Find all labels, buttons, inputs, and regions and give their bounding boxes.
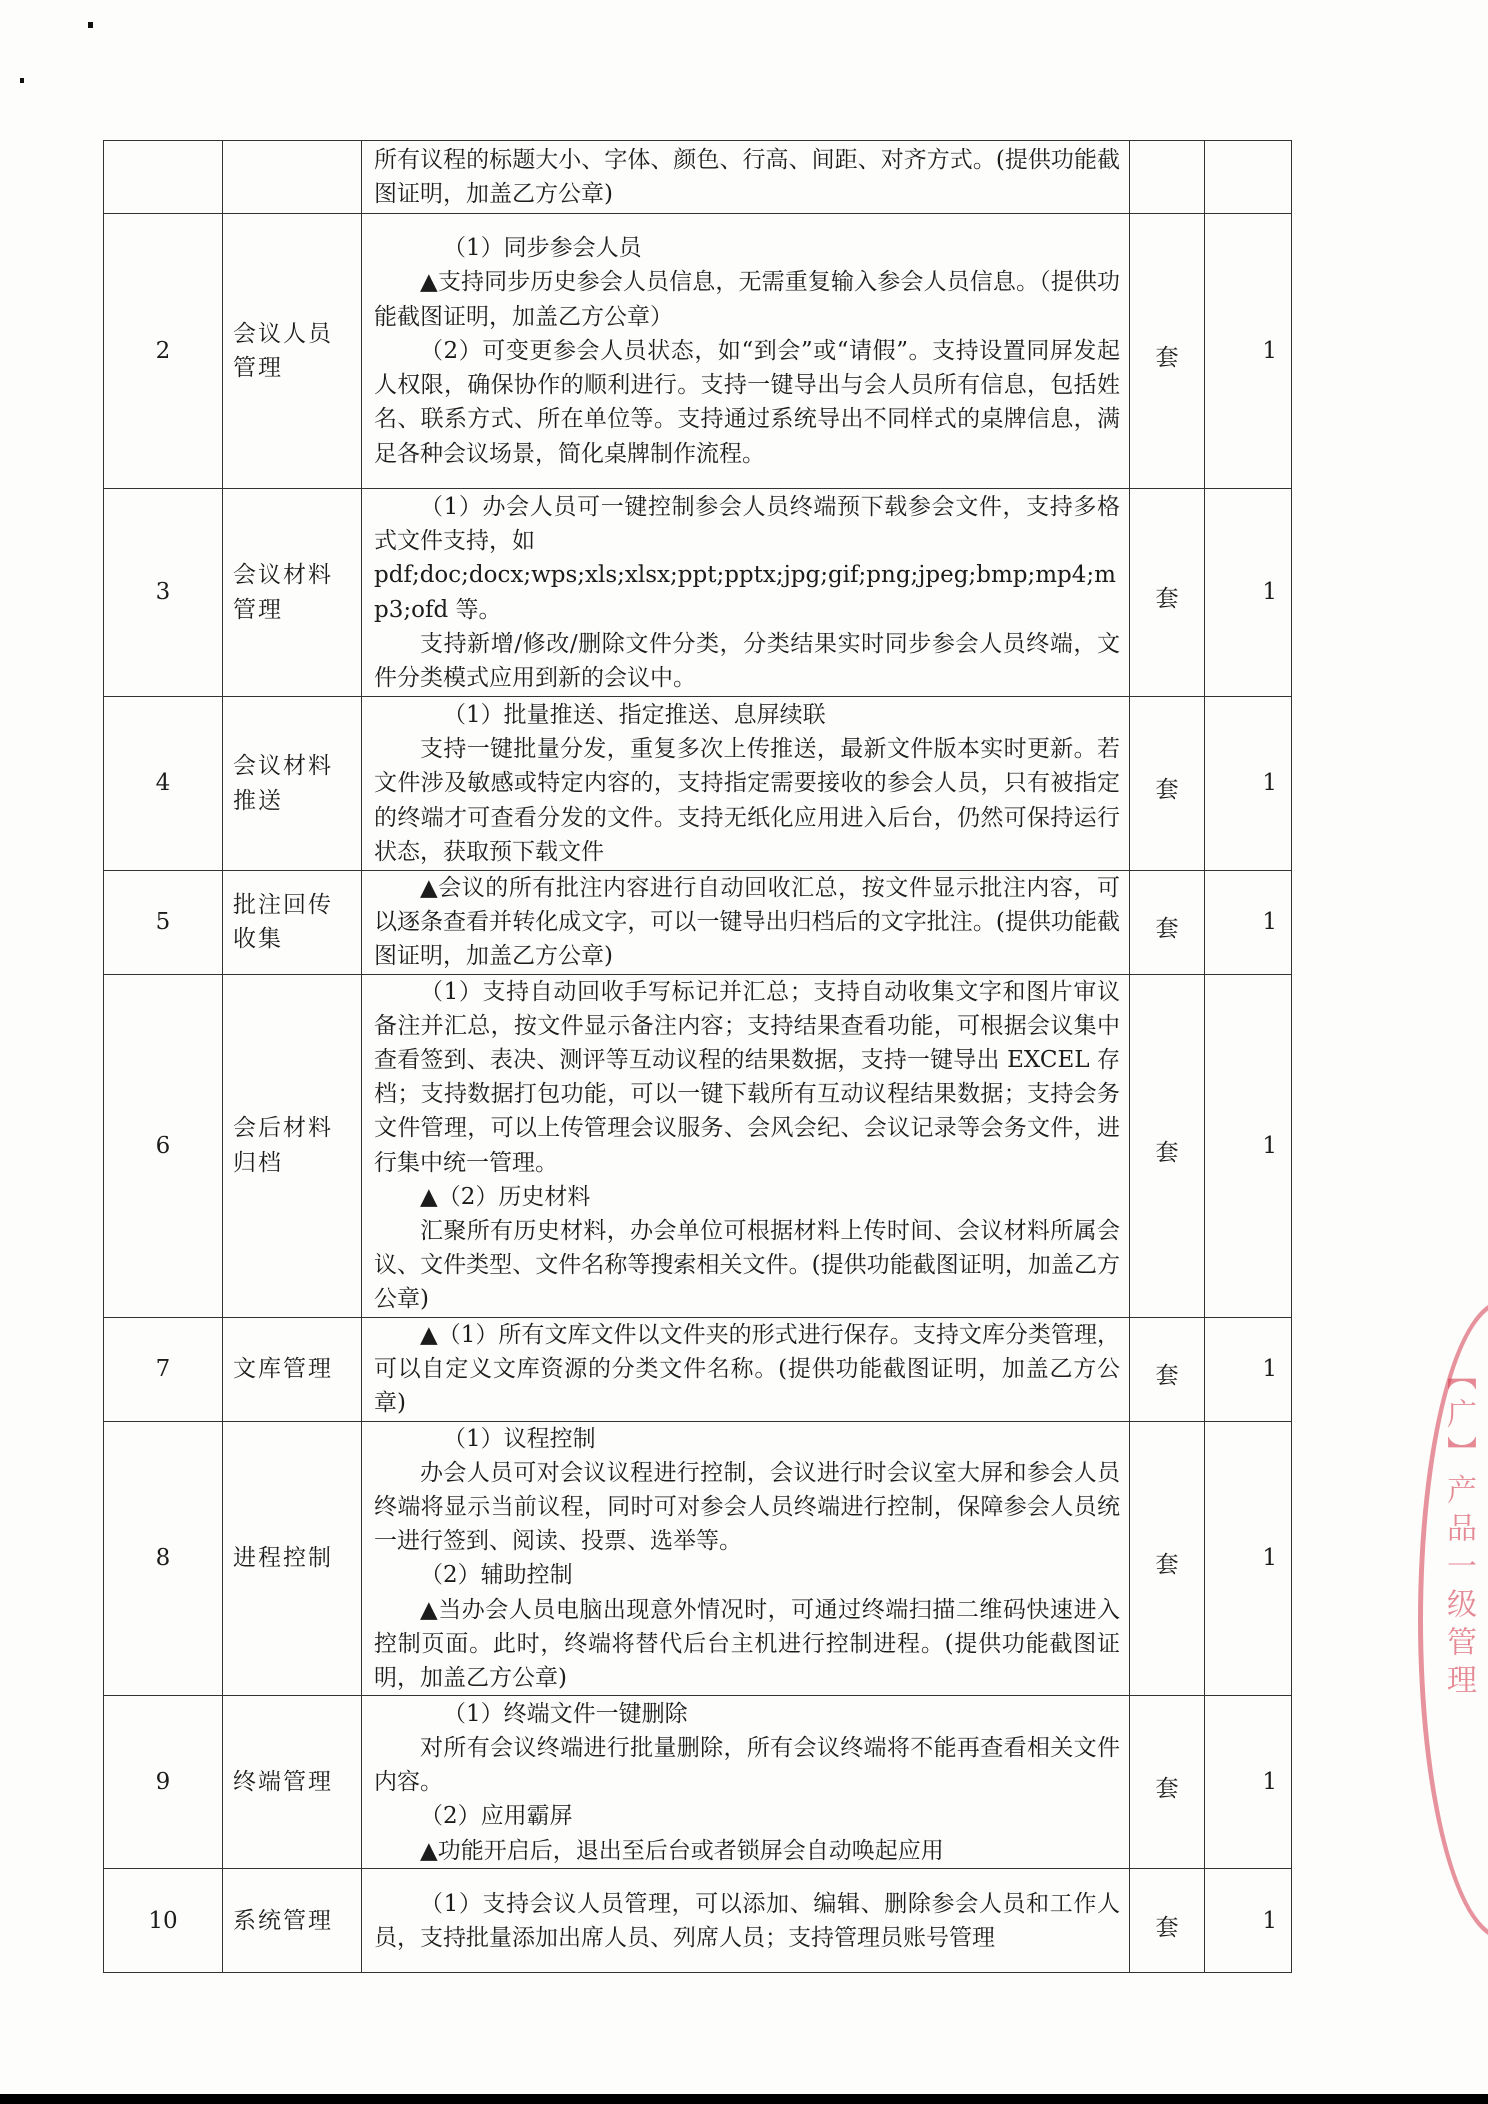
desc-paragraph: ▲（1）所有文库文件以文件夹的形式进行保存。支持文库分类管理，可以自定义文库资源的分类文件名称。(提供功能截图证明，加盖乙方公章) bbox=[374, 1321, 1120, 1417]
row-number: 8 bbox=[104, 1421, 223, 1696]
row-quantity bbox=[1205, 141, 1292, 214]
row-unit: 套 bbox=[1130, 974, 1205, 1317]
row-number bbox=[104, 141, 223, 214]
desc-paragraph: ▲当办会人员电脑出现意外情况时，可通过终端扫描二维码快速进入控制页面。此时，终端将替代后台主机进行控制进程。(提供功能截图证明，加盖乙方公章) bbox=[374, 1596, 1120, 1692]
row-number: 9 bbox=[104, 1696, 223, 1869]
desc-paragraph: （1）议程控制 bbox=[443, 1425, 596, 1452]
desc-paragraph: 对所有会议终端进行批量删除，所有会议终端将不能再查看相关文件内容。 bbox=[374, 1734, 1120, 1796]
row-unit: 套 bbox=[1130, 1869, 1205, 1973]
desc-paragraph: （2）应用霸屏 bbox=[420, 1803, 573, 1830]
row-quantity: 1 bbox=[1205, 697, 1292, 871]
row-item-name: 会议材料管理 bbox=[223, 489, 362, 697]
desc-paragraph: （1）批量推送、指定推送、息屏续联 bbox=[443, 701, 826, 728]
row-number: 5 bbox=[104, 871, 223, 975]
desc-paragraph: 所有议程的标题大小、字体、颜色、行高、间距、对齐方式。(提供功能截图证明，加盖乙方公章) bbox=[374, 146, 1120, 207]
desc-paragraph: （1）办会人员可一键控制参会人员终端预下载参会文件，支持多格式文件支持，如 bbox=[374, 493, 1120, 555]
desc-paragraph: pdf;doc;docx;wps;xls;xlsx;ppt;pptx;jpg;gif;png;jpeg;bmp;mp4;mp3;ofd 等。 bbox=[374, 562, 1116, 623]
table-row bbox=[104, 141, 1292, 214]
row-description bbox=[362, 1317, 1130, 1421]
desc-paragraph: （1）同步参会人员 bbox=[443, 235, 642, 262]
table-row bbox=[104, 1421, 1292, 1696]
row-unit: 套 bbox=[1130, 1317, 1205, 1421]
row-quantity: 1 bbox=[1205, 1696, 1292, 1869]
row-quantity: 1 bbox=[1205, 974, 1292, 1317]
row-quantity: 1 bbox=[1205, 871, 1292, 975]
table-row bbox=[104, 214, 1292, 489]
row-number: 10 bbox=[104, 1869, 223, 1973]
desc-paragraph: （1）终端文件一键删除 bbox=[443, 1700, 688, 1727]
row-item-name: 批注回传收集 bbox=[223, 871, 362, 975]
row-number: 2 bbox=[104, 214, 223, 489]
row-unit: 套 bbox=[1130, 1696, 1205, 1869]
table-row bbox=[104, 489, 1292, 697]
row-description bbox=[362, 871, 1130, 975]
row-item-name: 会议材料推送 bbox=[223, 697, 362, 871]
desc-paragraph: 支持一键批量分发，重复多次上传推送，最新文件版本实时更新。若文件涉及敏感或特定内容的，支持指定需要接收的参会人员，只有被指定的终端才可查看分发的文件。支持无纸化应用进入后台，仍然可保持运行状态，获取预下载文件 bbox=[374, 736, 1120, 865]
table-row bbox=[104, 1317, 1292, 1421]
row-description bbox=[362, 214, 1130, 489]
desc-paragraph: ▲（2）历史材料 bbox=[420, 1183, 591, 1210]
desc-paragraph: 汇聚所有历史材料，办会单位可根据材料上传时间、会议材料所属会议、文件类型、文件名称等搜索相关文件。(提供功能截图证明，加盖乙方公章) bbox=[374, 1218, 1120, 1313]
desc-paragraph: ▲支持同步历史参会人员信息，无需重复输入参会人员信息。（提供功能截图证明，加盖乙方公章） bbox=[374, 269, 1120, 330]
row-item-name: 进程控制 bbox=[223, 1421, 362, 1696]
row-unit: 套 bbox=[1130, 489, 1205, 697]
desc-paragraph: 办会人员可对会议议程进行控制，会议进行时会议室大屏和参会人员终端将显示当前议程，同时可对参会人员终端进行控制，保障参会人员统一进行签到、阅读、投票、选举等。 bbox=[374, 1459, 1120, 1555]
row-quantity: 1 bbox=[1205, 1317, 1292, 1421]
row-quantity: 1 bbox=[1205, 1869, 1292, 1973]
row-description bbox=[362, 1696, 1130, 1869]
row-quantity: 1 bbox=[1205, 489, 1292, 697]
table-row bbox=[104, 1869, 1292, 1973]
row-unit: 套 bbox=[1130, 1421, 1205, 1696]
table-row bbox=[104, 1696, 1292, 1869]
desc-paragraph: （1）支持会议人员管理，可以添加、编辑、删除参会人员和工作人员，支持批量添加出席人员、列席人员；支持管理员账号管理 bbox=[374, 1890, 1120, 1951]
row-unit bbox=[1130, 141, 1205, 214]
spec-table bbox=[103, 140, 1292, 1973]
row-unit: 套 bbox=[1130, 871, 1205, 975]
row-item-name: 终端管理 bbox=[223, 1696, 362, 1869]
row-unit: 套 bbox=[1130, 214, 1205, 489]
table-row bbox=[104, 974, 1292, 1317]
row-item-name bbox=[223, 141, 362, 214]
row-item-name: 系统管理 bbox=[223, 1869, 362, 1973]
row-description bbox=[362, 1869, 1130, 1973]
row-quantity: 1 bbox=[1205, 1421, 1292, 1696]
row-item-name: 会后材料归档 bbox=[223, 974, 362, 1317]
table-row bbox=[104, 871, 1292, 975]
row-unit: 套 bbox=[1130, 697, 1205, 871]
row-number: 7 bbox=[104, 1317, 223, 1421]
row-description bbox=[362, 697, 1130, 871]
row-description bbox=[362, 1421, 1130, 1696]
desc-paragraph: ▲会议的所有批注内容进行自动回收汇总，按文件显示批注内容，可以逐条查看并转化成文字，可以一键导出归档后的文字批注。(提供功能截图证明，加盖乙方公章) bbox=[374, 875, 1120, 970]
scan-speck bbox=[88, 22, 93, 28]
table-row bbox=[104, 697, 1292, 871]
scan-bottom-edge bbox=[0, 2094, 1488, 2104]
company-seal-text: 【广】产品一级管理 bbox=[1441, 1360, 1476, 1702]
desc-paragraph: （1）支持自动回收手写标记并汇总；支持自动收集文字和图片审议备注并汇总，按文件显示备注内容；支持结果查看功能，可根据会议集中查看签到、表决、测评等互动议程的结果数据，支持一键导出 EXCEL 存档；支持数据打包功能，可以一键下载所有互动议程结果数据；支持会务文件管理，可以上传管理会议服务、会风会纪、会议记录等会务文件，进行集中统一管理。 bbox=[374, 978, 1120, 1176]
row-number: 4 bbox=[104, 697, 223, 871]
desc-paragraph: 支持新增/修改/删除文件分类，分类结果实时同步参会人员终端，文件分类模式应用到新的会议中。 bbox=[374, 630, 1120, 691]
desc-paragraph: （2）辅助控制 bbox=[420, 1562, 573, 1589]
row-description bbox=[362, 489, 1130, 697]
scan-speck bbox=[20, 78, 24, 83]
row-item-name: 会议人员管理 bbox=[223, 214, 362, 489]
row-number: 6 bbox=[104, 974, 223, 1317]
desc-paragraph: （2）可变更参会人员状态，如“到会”或“请假”。支持设置同屏发起人权限，确保协作的顺利进行。支持一键导出与会人员所有信息，包括姓名、联系方式、所在单位等。支持通过系统导出不同样式的桌牌信息，满足各种会议场景，简化桌牌制作流程。 bbox=[374, 337, 1120, 467]
row-number: 3 bbox=[104, 489, 223, 697]
row-quantity: 1 bbox=[1205, 214, 1292, 489]
row-description bbox=[362, 141, 1130, 214]
row-item-name: 文库管理 bbox=[223, 1317, 362, 1421]
desc-paragraph: ▲功能开启后，退出至后台或者锁屏会自动唤起应用 bbox=[420, 1837, 944, 1864]
row-description bbox=[362, 974, 1130, 1317]
